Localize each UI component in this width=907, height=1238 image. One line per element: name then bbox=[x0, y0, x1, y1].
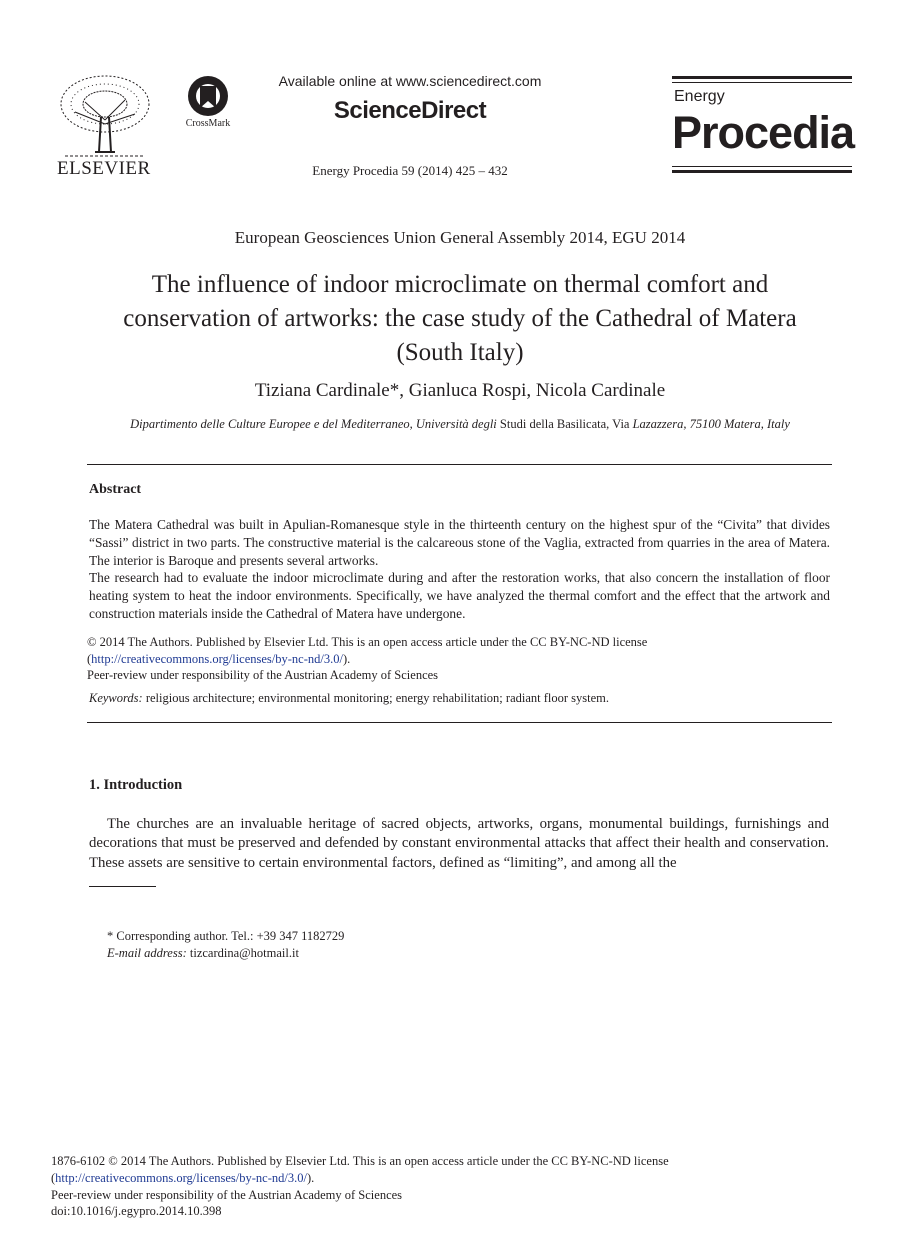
copyright-line: © 2014 The Authors. Published by Elsevier Ltd. This is an open access article under the CC BY-NC-ND license bbox=[87, 635, 648, 649]
elsevier-logo bbox=[55, 72, 155, 180]
email-line bbox=[107, 945, 807, 962]
paper-title bbox=[40, 268, 880, 370]
keywords-list: religious architecture; environmental monitoring; energy rehabilitation; radiant floor system. bbox=[142, 691, 610, 705]
abstract-heading: Abstract bbox=[89, 482, 142, 497]
title-line-1: The influence of indoor microclimate on thermal comfort and bbox=[151, 271, 769, 298]
authors: Tiziana Cardinale*, Gianluca Rospi, Nicola Cardinale bbox=[254, 380, 666, 401]
footer-license-link[interactable]: http://creativecommons.org/licenses/by-nc-nd/3.0/ bbox=[55, 1170, 307, 1185]
available-online[interactable]: Available online at www.sciencedirect.com bbox=[278, 73, 542, 89]
brand-rule-top-thin bbox=[672, 82, 852, 83]
footer-doi[interactable]: doi:10.1016/j.egypro.2014.10.398 bbox=[51, 1204, 222, 1219]
email-label: E-mail address: bbox=[107, 945, 187, 960]
abstract-paragraph-2: The research had to evaluate the indoor microclimate during and after the restoration works, that also concern the installation of floor heating system to heat the indoor environments. Specifically, we have analyzed the thermal comfort and the effect that the artwork and construction materials inside the Cathedral of Matera have undergone. bbox=[89, 570, 830, 621]
journal-reference: Energy Procedia 59 (2014) 425 – 432 bbox=[312, 163, 508, 178]
page-footer bbox=[51, 1153, 871, 1220]
crossmark-logo[interactable] bbox=[180, 74, 236, 134]
affiliation-mid: Studi della Basilicata, Via bbox=[496, 417, 633, 431]
footer-license-url: (http://creativecommons.org/licenses/by-nc-nd/3.0/). bbox=[51, 1170, 315, 1185]
crossmark-label: CrossMark bbox=[185, 118, 231, 129]
corresponding-author: * Corresponding author. Tel.: +39 347 1182729 bbox=[107, 929, 345, 943]
elsevier-wordmark: ELSEVIER bbox=[57, 158, 151, 179]
brand-energy: Energy bbox=[674, 88, 725, 105]
affiliation-tail: Lazazzera, 75100 Matera, Italy bbox=[632, 417, 790, 431]
footer-issn-license: 1876-6102 © 2014 The Authors. Published by Elsevier Ltd. This is an open access article under the CC BY-NC-ND license bbox=[51, 1154, 669, 1168]
abstract-license bbox=[87, 634, 832, 684]
energy-procedia-brand bbox=[672, 74, 855, 178]
keywords bbox=[89, 691, 830, 706]
footnote bbox=[107, 928, 807, 961]
brand-rule-top bbox=[672, 76, 852, 79]
title-line-3: (South Italy) bbox=[396, 339, 524, 366]
abstract-bottom-rule bbox=[87, 722, 832, 723]
email-address[interactable]: tizcardina@hotmail.it bbox=[186, 945, 299, 960]
brand-procedia: Procedia bbox=[672, 107, 855, 158]
conference-name: European Geosciences Union General Assembly 2014, EGU 2014 bbox=[234, 228, 686, 247]
intro-paragraph: The churches are an invaluable heritage of sacred objects, artworks, organs, monumental buildings, furnishings and decorations that must be preserved and defended by constant environmental attacks that affect their health and conservation. These assets are sensitive to certain environmental factors, defined as “limiting”, and among all the bbox=[89, 816, 829, 871]
elsevier-tree-icon bbox=[55, 72, 155, 160]
crossmark-icon bbox=[180, 74, 236, 118]
affiliation bbox=[40, 417, 880, 432]
title-line-2: conservation of artworks: the case study of the Cathedral of Matera bbox=[123, 305, 797, 332]
license-line: (http://creativecommons.org/licenses/by-nc-nd/3.0/). bbox=[87, 651, 351, 666]
abstract-body bbox=[89, 516, 830, 623]
keywords-label: Keywords: bbox=[89, 691, 143, 705]
peer-review-line: Peer-review under responsibility of the Austrian Academy of Sciences bbox=[87, 668, 439, 682]
abstract-paragraph-1: The Matera Cathedral was built in Apulian-Romanesque style in the thirteenth century on the highest spur of the “Civita” that divides “Sassi” district in two parts. The constructive material is the calcareous stone of the Vaglia, extracted from quarries in the area of Matera. The interior is Baroque and presents several artworks. bbox=[89, 517, 830, 568]
affiliation-italic: Dipartimento delle Culture Europee e del Mediterraneo, Università degli bbox=[130, 417, 497, 431]
footer-peer-review: Peer-review under responsibility of the Austrian Academy of Sciences bbox=[51, 1187, 403, 1202]
license-link[interactable]: http://creativecommons.org/licenses/by-nc-nd/3.0/ bbox=[91, 651, 343, 666]
sciencedirect-logo[interactable]: ScienceDirect bbox=[333, 97, 487, 124]
brand-rule-bottom bbox=[672, 166, 852, 167]
footnote-rule bbox=[89, 886, 156, 887]
abstract-top-rule bbox=[87, 464, 832, 465]
intro-heading: 1. Introduction bbox=[89, 777, 183, 793]
brand-rule-bottom-thick bbox=[672, 170, 852, 173]
